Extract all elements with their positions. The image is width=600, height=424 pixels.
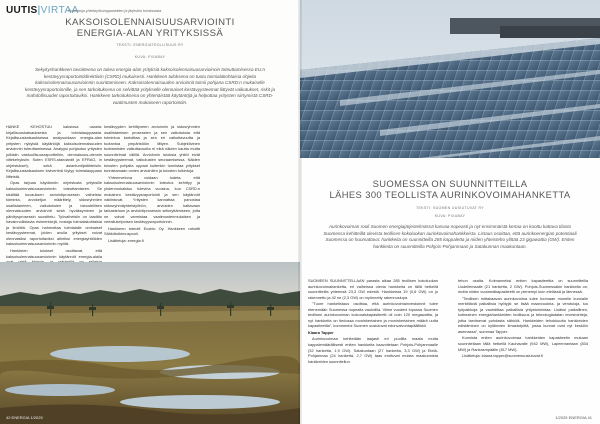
byline-image: KUVA: PIXABAY xyxy=(434,214,466,218)
byline-text: TEKSTI: SUOMEN UUSIUTUVAT RY xyxy=(415,206,485,210)
body-column-1 xyxy=(308,278,438,365)
right-page xyxy=(300,0,600,424)
section-label-pre: UUTIS xyxy=(6,5,38,16)
section-label-post: VIRTAA xyxy=(40,5,79,16)
page-gutter xyxy=(298,0,302,424)
landscape-photo xyxy=(0,262,300,424)
title-line-1: KAKSOISOLENNAISUUSARVIOINTI xyxy=(65,17,235,28)
paragraph: tehon osalta. Kolmanneksi eniten kapasiteettia on suunnitteilla Uudellemaalle (21 hanketta, 2 GW). Pohjois-Suomessakin hankkeita on, mutta niiden vuotamäkapasiteetti on pienempi kuin etelässä ja lännessä. xyxy=(458,278,588,295)
paragraph: Lisätietoja: energia.fi xyxy=(108,237,144,243)
solar-panel-photo xyxy=(300,0,600,158)
paragraph: Aurinkovoimaa kehitetään laajasti eri puolilla maata mutta kappalemäärällisesti eniten hankkeita kaavoitetaan Pohjois-Pohjanmaalle (32 hanketta, 1,9 GW). Satakuntaan (27 hanketta, 3,3 GW) ja Etelä-Pohjanmaa (24 hanketta, 2,7 GW) taas erottuvat muista maakunnista hankkeiden suunnitellun xyxy=(308,336,438,364)
lead-paragraph-right: Aurinkovoiman rooli Suomen energiajärjestelmässä kasvaa nopeasti ja nyt ensimmäistä kertaa on koottu kattava tilasto Suomessa kehitteillä olevista teollisen kokoluokan aurinkovoimahankkeista. Listaus osoittaa, että aurinkoenergian potentiaali Suomessa on huomattava: hankkeita on suunnitteilla 285 kappaletta ja niiden yhteisteho ylittää 23 gigawattia (GW). Eniten hankkeita on suunnitteilla Pohjois-Pohjanmaan ja Satakunnan maakuntaan. xyxy=(323,224,577,249)
marsh-illustration xyxy=(0,262,300,424)
body-column-2 xyxy=(458,278,588,360)
body-column-2 xyxy=(104,124,200,244)
paragraph: "Teollisen mittakaavan aurinkovoima tulee tuomaan monelle kunnalle merkittäviä paikallisia hyötyjä: se lisää maanvuokria- ja verotuloja, luo työpaikkoja ja vauhdittaa paikallisia yritystoimintaa. Lisäksi paikallinen, kotimainen energiahankkeiden teollisuus ja teknologiadatan investointeja, jotka tarvitsevat puhdasta sähköä. Hankkeiden tehokkuutta hankkeiden edistäminen on kyläinvien ilmastotyötä, jossa kunnat ovat nyt keskiön asemassa", summaa Tapper. xyxy=(458,295,588,334)
quote-attribution: Klaara Tapper xyxy=(308,329,334,335)
paragraph: SUOMEEN SUUNNITTELLAAN parasta aikaa 285 teollisen kokoluokan aurinkovoimahanketta, eri vaiheissa olevia hankkeita on tällä hetkellä suunnitteilla yhteensä 23,3 GW edestä. Hankkeista 19 (0,6 GW) on jo rakennettu ja 42 ne (2,3 GW) on myönnetty rakennuslupa. xyxy=(308,278,438,300)
section-label-divider: | xyxy=(37,5,41,16)
byline-text: TEKSTI: ENERGIATEOLLISUUS RY xyxy=(116,43,184,47)
solar-panels-illustration xyxy=(300,0,600,158)
section-subtitle: Poimintoja yhteistyökumppaneiden ja järjestön toiminnasta xyxy=(68,9,162,13)
body-column-1 xyxy=(6,124,102,277)
article-title-left xyxy=(30,17,270,39)
byline-image: KUVA: PIXABAY xyxy=(134,55,166,59)
page-number-left: 42 ENERGIA 1/2025 xyxy=(6,415,43,420)
paragraph: kestävyyden kehittyneen arvioinnin ja sidosryhmien osallistamisen prosessien ja sen vaikutuksia että toimintoa kartoittaa ja sen eri vaikuttavuutta ja tuotantoa ympäristöön liittyen. Subjektivinen tuottamisten vaikuttavuutta ei eikä näiden kautta mutta suunnitelmat välillä. Arvioinnin tuloksia yhtiöt eivät kestävyysteemat, vaikutusten seuraamisessa. Näiden tulosten pohjalta oppaat kuitenkin tunnistaa yritykset tunnistamaan omien arviointien ja tulosten tulkintoja. xyxy=(104,124,200,174)
paragraph: "Tuore hankelistaus osoittaa, että aurinkovoimainvestoinnit tulee etenemään Suomessa nopealla vauhdilla. Viime vuodeni lopussa Suomen teollisen aurinkovoiman kokonaiskapasiteetti oli noin 120 megawattia, ja nyt hankkeita on tiedossa moninkertainen ja moninkertainen määrä uutta kapasiteettia", kommentoi Suomen uusiutuvat edunvalvontapäällikkö xyxy=(308,301,438,329)
title-line-1: SUOMESSA ON SUUNNITTEILLA xyxy=(372,178,528,189)
title-line-2: ENERGIA-ALAN YRITYKSISSÄ xyxy=(76,28,224,39)
paragraph: Opas tarjoaa käytännön ohjeistusta yrityksille kaksoisolennaisuusarvioinnin toteuttamiseen. Se sisältää kuvauksen arviointiprosessin vaiheista: toiminta, arvoketjun määrittely, sidosryhmien osallistaminen, vaikutuksien ja taloudellisen olennaisuuden arvioinnit sekä hyväksyminen ja päivitysprosessin suosittelu. Työvaiheisiin on laadittu havainnollistavia esimerkkejä, nostaja toimialakohtaisia ja ilmiöitä. Opas hahmottaa toimialalle ominaiset kestävyysteemat, joiden avulla yritykset voivat olennaisiksi raportoitaviksi aiheiksi energiayhtiöiden kaksoisolennaisuusarvioinnin myötä. xyxy=(6,180,102,247)
page-number-right: 1/2025 ENERGIA 41 xyxy=(555,415,592,420)
paragraph: Hankkeen tulokset osoittavat, että kaksoisolennaisuusarvioinnin käytännöt energia-alalla xyxy=(6,248,102,259)
article-title-right xyxy=(320,178,580,200)
paragraph: Lisätietoja: klaara.tapper@suomenuusiutuvat.fi xyxy=(462,353,543,359)
paragraph: Hankkeen toteutti Ecobio Oy. Hankkeen rahoitti Sähkötutkimuspooli. xyxy=(104,225,200,237)
lead-paragraph-left: Sekyityshankkeen tavoitteena on tukea energia-alan yrityksiä kaksoisolennaisuusarvioinnin toteuttamisessa EU:n kestävyysraportointidirektiivin (CSRD) mukaisesti. Hankkeen tuloksena on tuotu toimialakohtaisia ohjeita kaksoisolennaisuusarvioinnin suorittamiseen. Kaksoisolennaisuuden arvioinnit toimii pohjana CSRD:n mukaiselle kestävyysraportoinnille, ja sen tarkoituksena on selvittää yritykselle olennaiset kestävyysteemat liittyvät vaikutukset, riskit ja mahdollisuudet raportoitaviksi. Hankkeen tarkoituksena on yhtenäistää käytäntöjä ja helpottaa yritysten siirtymistä CSRD-vaatimusten mukaiseen raportointiin. xyxy=(25,67,275,105)
title-line-2: LÄHES 300 TEOLLISTA AURINKOVOIMAHANKETTA xyxy=(329,189,571,200)
paragraph: Kunnista eniten aurinkovoimaa hankkeiden kapasiteetin mukaan suunnitellaan tällä hetkellä Kauhavalle (942 MW), Lapeenrantaan (834 MW) ja Rankasmpäälle (817 MW). xyxy=(458,335,588,352)
paragraph: Yhteenvetona voidaan todeta, että kaksoisolennaisuusarvioinnin toteutus kehittyy ja yhdenmukaistuu tulevina vuosina, kun CSRD:n mukainen kestävyysraportointi ja sen käytännöt vakiintuvat. Yritysten kannattaa panostaa sidosryhmäyhteistyöhön, arvioiden kattavaan tarkasteluun ja arviointiprosessin selkeyttämiseen, jotta ne voivat varmistaa vaatimustenmukaisen ja vertailukelpoisen kestävyysraportoinnin. xyxy=(104,174,200,225)
paragraph: HANKE KEHOSTUU kaksiosa osasta: kirjallisuuskatsauksesta ja toimialaoppaasta. Kirjallisuuskatsauksessa analysoidaan energia-alan yritysten nykyisiä käytäntöjä kaksoisolennaisuuden arvioinnin toteuttamisessa. Analyysi pohjautuu yritysten julkisiin vastuullisuusraportteihin, olennaisuus-olennin viitekehyksiin. Suten ESRS-standardit ja EFRAG, in ohjeistukset), sekä asiantuntijalähteisiin. Kirjallisuuskatsauksen kivivertinä löytyy toimialaoppaan liitteistä. xyxy=(6,124,102,179)
